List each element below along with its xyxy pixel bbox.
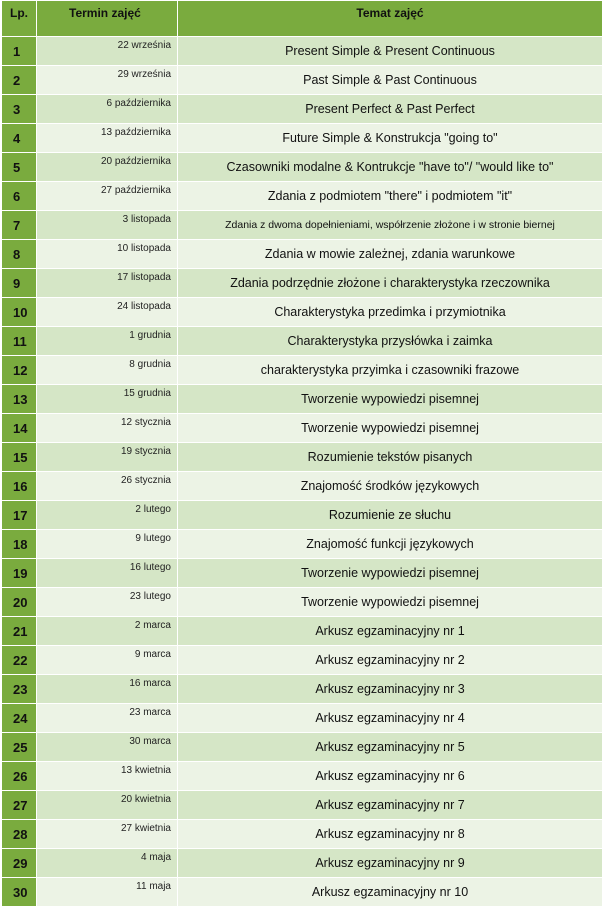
row-date: 23 marca xyxy=(37,704,178,733)
row-number: 15 xyxy=(2,443,37,472)
table-row xyxy=(2,182,603,211)
row-number: 4 xyxy=(2,124,37,153)
row-number: 20 xyxy=(2,588,37,617)
row-topic: Arkusz egzaminacyjny nr 5 xyxy=(178,733,603,762)
row-topic: Past Simple & Past Continuous xyxy=(178,66,603,95)
row-number: 28 xyxy=(2,820,37,849)
row-number: 2 xyxy=(2,66,37,95)
row-topic: Zdania podrzędnie złożone i charakterystyka rzeczownika xyxy=(178,269,603,298)
schedule-table xyxy=(1,0,603,907)
row-date: 23 lutego xyxy=(37,588,178,617)
table-row xyxy=(2,588,603,617)
row-date: 9 marca xyxy=(37,646,178,675)
table-row xyxy=(2,153,603,182)
row-number: 1 xyxy=(2,37,37,66)
row-number: 16 xyxy=(2,472,37,501)
header-row xyxy=(2,1,603,37)
row-number: 3 xyxy=(2,95,37,124)
row-topic: Present Perfect & Past Perfect xyxy=(178,95,603,124)
row-topic: Tworzenie wypowiedzi pisemnej xyxy=(178,414,603,443)
table-row xyxy=(2,414,603,443)
row-topic: Arkusz egzaminacyjny nr 6 xyxy=(178,762,603,791)
row-topic: Charakterystyka przedimka i przymiotnika xyxy=(178,298,603,327)
row-date: 2 lutego xyxy=(37,501,178,530)
row-number: 19 xyxy=(2,559,37,588)
table-row xyxy=(2,443,603,472)
table-row xyxy=(2,298,603,327)
row-number: 17 xyxy=(2,501,37,530)
row-date: 10 listopada xyxy=(37,240,178,269)
row-topic: Arkusz egzaminacyjny nr 8 xyxy=(178,820,603,849)
table-row xyxy=(2,501,603,530)
row-date: 27 kwietnia xyxy=(37,820,178,849)
row-date: 29 września xyxy=(37,66,178,95)
row-date: 2 marca xyxy=(37,617,178,646)
row-date: 9 lutego xyxy=(37,530,178,559)
table-row xyxy=(2,820,603,849)
row-number: 21 xyxy=(2,617,37,646)
table-row xyxy=(2,240,603,269)
row-date: 3 listopada xyxy=(37,211,178,240)
row-date: 6 października xyxy=(37,95,178,124)
row-date: 20 kwietnia xyxy=(37,791,178,820)
table-row xyxy=(2,385,603,414)
row-number: 23 xyxy=(2,675,37,704)
table-row xyxy=(2,211,603,240)
row-number: 13 xyxy=(2,385,37,414)
row-topic: Arkusz egzaminacyjny nr 4 xyxy=(178,704,603,733)
row-date: 8 grudnia xyxy=(37,356,178,385)
header-number: Lp. xyxy=(2,1,37,37)
row-date: 22 września xyxy=(37,37,178,66)
row-number: 22 xyxy=(2,646,37,675)
table-row xyxy=(2,849,603,878)
row-topic: Present Simple & Present Continuous xyxy=(178,37,603,66)
row-date: 20 października xyxy=(37,153,178,182)
row-topic: Zdania w mowie zależnej, zdania warunkowe xyxy=(178,240,603,269)
row-topic: Tworzenie wypowiedzi pisemnej xyxy=(178,385,603,414)
row-number: 6 xyxy=(2,182,37,211)
row-number: 8 xyxy=(2,240,37,269)
row-topic: charakterystyka przyimka i czasowniki frazowe xyxy=(178,356,603,385)
row-date: 4 maja xyxy=(37,849,178,878)
row-topic: Charakterystyka przysłówka i zaimka xyxy=(178,327,603,356)
row-number: 25 xyxy=(2,733,37,762)
table-row xyxy=(2,66,603,95)
table-row xyxy=(2,878,603,907)
row-date: 19 stycznia xyxy=(37,443,178,472)
row-topic: Zdania z dwoma dopełnieniami, współrzenie złożone i w stronie biernej xyxy=(178,211,603,240)
row-number: 24 xyxy=(2,704,37,733)
row-topic: Arkusz egzaminacyjny nr 9 xyxy=(178,849,603,878)
table-row xyxy=(2,704,603,733)
row-date: 13 kwietnia xyxy=(37,762,178,791)
row-topic: Arkusz egzaminacyjny nr 10 xyxy=(178,878,603,907)
row-topic: Rozumienie tekstów pisanych xyxy=(178,443,603,472)
table-row xyxy=(2,646,603,675)
table-row xyxy=(2,95,603,124)
row-topic: Future Simple & Konstrukcja "going to" xyxy=(178,124,603,153)
table-row xyxy=(2,356,603,385)
row-number: 14 xyxy=(2,414,37,443)
row-topic: Arkusz egzaminacyjny nr 3 xyxy=(178,675,603,704)
row-topic: Zdania z podmiotem "there" i podmiotem "it" xyxy=(178,182,603,211)
row-topic: Znajomość środków językowych xyxy=(178,472,603,501)
header-topic: Temat zajęć xyxy=(178,1,603,37)
header-date: Termin zajęć xyxy=(37,1,178,37)
row-topic: Rozumienie ze słuchu xyxy=(178,501,603,530)
table-row xyxy=(2,559,603,588)
row-date: 26 stycznia xyxy=(37,472,178,501)
row-number: 30 xyxy=(2,878,37,907)
row-topic: Arkusz egzaminacyjny nr 7 xyxy=(178,791,603,820)
table-row xyxy=(2,675,603,704)
row-date: 24 listopada xyxy=(37,298,178,327)
row-date: 16 marca xyxy=(37,675,178,704)
table-row xyxy=(2,733,603,762)
row-date: 16 lutego xyxy=(37,559,178,588)
row-topic: Arkusz egzaminacyjny nr 2 xyxy=(178,646,603,675)
row-topic: Znajomość funkcji językowych xyxy=(178,530,603,559)
row-number: 10 xyxy=(2,298,37,327)
table-row xyxy=(2,269,603,298)
row-number: 27 xyxy=(2,791,37,820)
row-number: 12 xyxy=(2,356,37,385)
row-topic: Arkusz egzaminacyjny nr 1 xyxy=(178,617,603,646)
table-row xyxy=(2,530,603,559)
row-topic: Czasowniki modalne & Kontrukcje "have to"/ "would like to" xyxy=(178,153,603,182)
row-number: 11 xyxy=(2,327,37,356)
table-row xyxy=(2,791,603,820)
row-number: 5 xyxy=(2,153,37,182)
row-number: 9 xyxy=(2,269,37,298)
row-date: 13 października xyxy=(37,124,178,153)
row-date: 27 października xyxy=(37,182,178,211)
table-row xyxy=(2,472,603,501)
row-date: 11 maja xyxy=(37,878,178,907)
table-row xyxy=(2,762,603,791)
row-number: 18 xyxy=(2,530,37,559)
table-row xyxy=(2,124,603,153)
row-date: 12 stycznia xyxy=(37,414,178,443)
table-row xyxy=(2,37,603,66)
row-date: 15 grudnia xyxy=(37,385,178,414)
row-number: 7 xyxy=(2,211,37,240)
row-number: 29 xyxy=(2,849,37,878)
row-date: 1 grudnia xyxy=(37,327,178,356)
row-topic: Tworzenie wypowiedzi pisemnej xyxy=(178,559,603,588)
row-number: 26 xyxy=(2,762,37,791)
table-row xyxy=(2,617,603,646)
row-date: 30 marca xyxy=(37,733,178,762)
table-row xyxy=(2,327,603,356)
row-date: 17 listopada xyxy=(37,269,178,298)
row-topic: Tworzenie wypowiedzi pisemnej xyxy=(178,588,603,617)
